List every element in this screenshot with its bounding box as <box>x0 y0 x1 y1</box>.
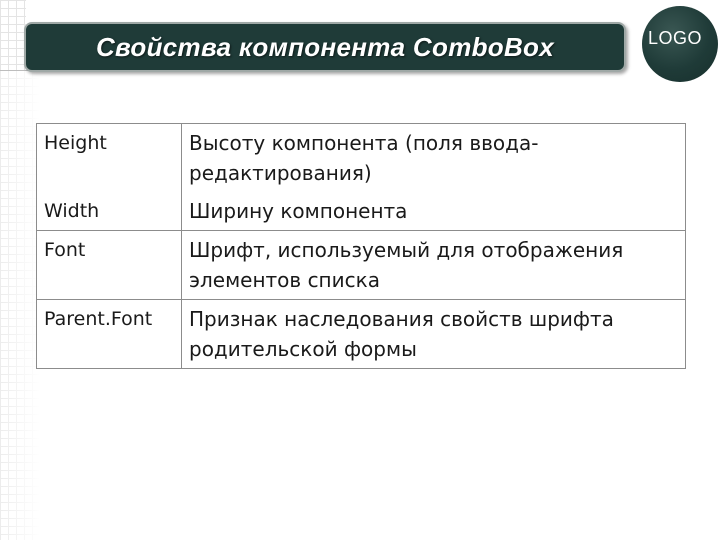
property-description: Высоту компонента (поля ввода-редактирования) <box>182 124 686 193</box>
property-name: Width <box>37 192 182 231</box>
table-row <box>37 192 686 231</box>
property-description: Ширину компонента <box>182 192 686 231</box>
property-name: Parent.Font <box>37 300 182 369</box>
slide-title: Свойства компонента ComboBox <box>95 31 554 62</box>
table-row <box>37 300 686 369</box>
properties-table <box>36 123 686 369</box>
property-description: Признак наследования свойств шрифта родительской формы <box>182 300 686 369</box>
divider-line <box>0 70 30 71</box>
decorative-grid-top <box>0 0 26 70</box>
property-name: Font <box>37 231 182 300</box>
logo <box>634 0 720 72</box>
table-row <box>37 231 686 300</box>
logo-text: LOGO <box>648 28 703 48</box>
table-row <box>37 124 686 193</box>
property-name: Height <box>37 124 182 193</box>
property-description: Шрифт, используемый для отображения элементов списка <box>182 231 686 300</box>
title-banner <box>24 22 626 72</box>
grid-fade <box>0 70 40 540</box>
